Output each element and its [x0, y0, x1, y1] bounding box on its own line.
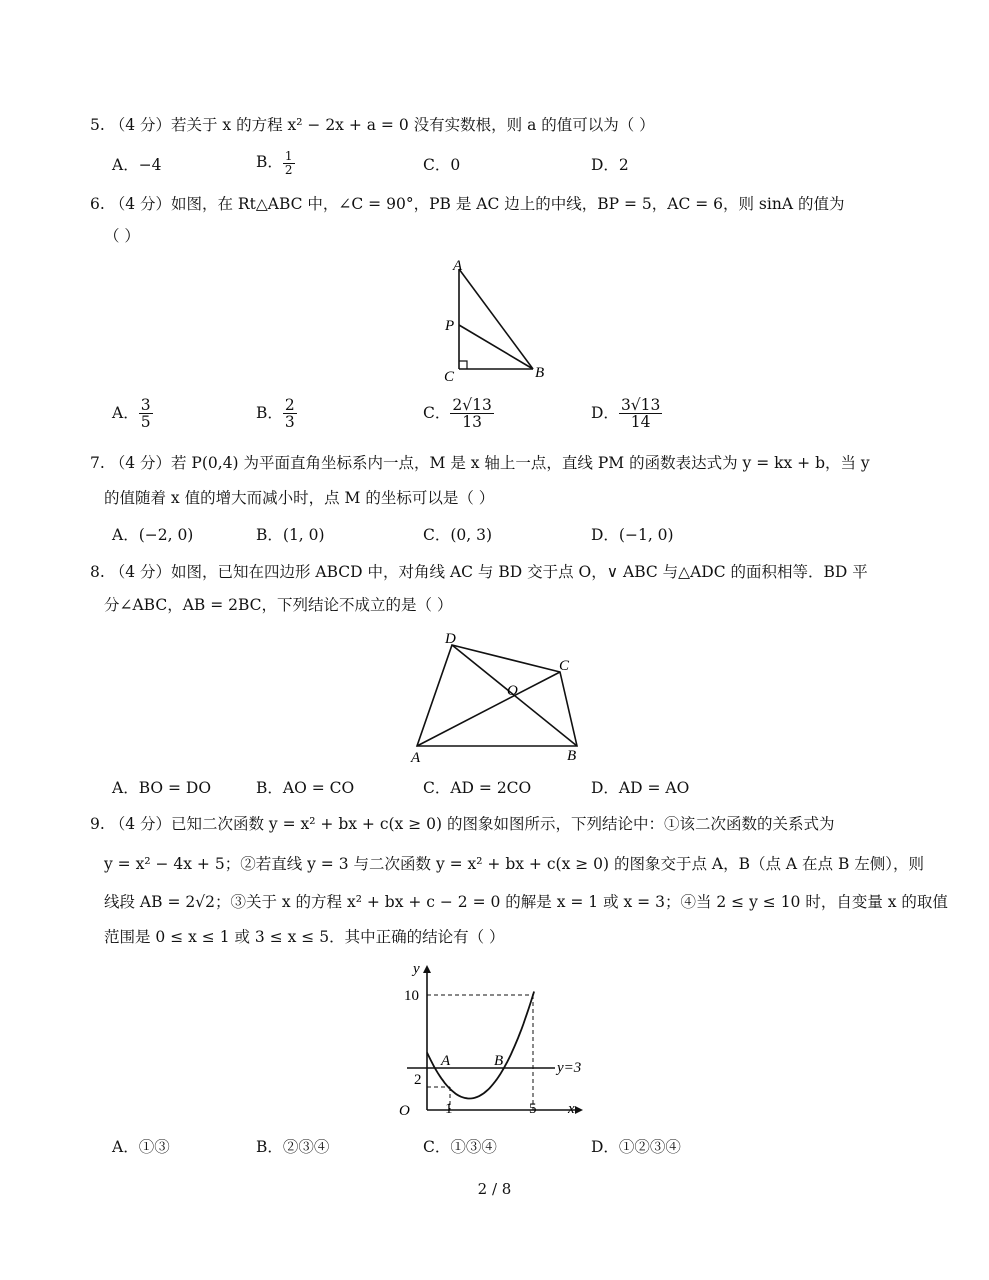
tick-label-2: 2 [414, 1072, 422, 1088]
q7-option-a: A．(−2, 0) [112, 526, 194, 544]
q9-parabola-graph [390, 955, 610, 1125]
q9-stem-line3: 线段 AB = 2√2；③关于 x 的方程 x² + bx + c − 2 = 0 的解是 x = 1 或 x = 3；④当 2 ≤ y ≤ 10 时，自变量 x 的取值 [104, 893, 948, 911]
label-a: A [411, 750, 421, 766]
label-point-a: A [441, 1053, 451, 1069]
q7-option-d: D．(−1, 0) [591, 526, 674, 544]
q9-stem-line1: 9. （4 分）已知二次函数 y = x² + bx + c(x ≥ 0) 的图象如图所示，下列结论中：①该二次函数的关系式为 [90, 815, 835, 833]
q5-option-b-fraction [283, 150, 295, 176]
label-c: C [559, 658, 570, 674]
q5-option-c: C．0 [423, 156, 461, 174]
fraction-numerator: 3 [140, 396, 151, 414]
side-ab [459, 269, 533, 369]
q8-option-a: A．BO = DO [112, 779, 212, 797]
q5-option-a: A．−4 [112, 156, 162, 174]
q6-option-a-fraction [139, 397, 153, 431]
label-c: C [444, 369, 455, 385]
q9-option-b: B．②③④ [256, 1138, 330, 1156]
parabola-curve [427, 992, 534, 1099]
q5-option-d: D．2 [591, 156, 629, 174]
q7-stem-line2: 的值随着 x 值的增大而减小时，点 M 的坐标可以是（ ） [104, 489, 495, 507]
right-angle-mark [459, 361, 467, 369]
q8-stem-line1: 8. （4 分）如图，已知在四边形 ABCD 中，对角线 AC 与 BD 交于点 O，∨ ABC 与△ADC 的面积相等．BD 平 [90, 563, 868, 581]
q9-option-a: A．①③ [112, 1138, 170, 1156]
q8-option-c: C．AD = 2CO [423, 779, 532, 797]
fraction-numerator: 1 [284, 149, 293, 163]
label-b: B [535, 365, 545, 381]
q6-triangle-figure [430, 255, 560, 385]
fraction-denominator: 5 [140, 413, 151, 432]
q6-option-d [591, 397, 662, 431]
label-point-b: B [494, 1053, 504, 1069]
q9-option-c: C．①③④ [423, 1138, 497, 1156]
label-origin: O [399, 1103, 410, 1119]
q6-option-a [112, 397, 153, 431]
q5-option-b [256, 150, 295, 176]
q9-option-d: D．①②③④ [591, 1138, 681, 1156]
fraction-numerator: 3√13 [620, 396, 661, 414]
q6-option-a-prefix: A． [112, 403, 139, 422]
tick-label-1: 1 [445, 1101, 453, 1117]
fraction-denominator: 2 [284, 162, 293, 177]
label-o: O [507, 683, 518, 699]
q6-option-d-prefix: D． [591, 403, 619, 422]
x-axis-arrow [575, 1106, 583, 1114]
tick-label-5: 5 [529, 1101, 537, 1117]
q6-option-b [256, 397, 297, 431]
q6-stem-line1: 6. （4 分）如图，在 Rt△ABC 中，∠C = 90°，PB 是 AC 边上的中线，BP = 5，AC = 6，则 sinA 的值为 [90, 195, 845, 213]
q7-option-c: C．(0, 3) [423, 526, 493, 544]
quadrilateral-abcd [417, 645, 577, 746]
label-y: y [413, 961, 420, 977]
label-p: P [445, 318, 455, 334]
q6-option-b-fraction [283, 397, 297, 431]
q7-stem-line1: 7. （4 分）若 P(0,4) 为平面直角坐标系内一点，M 是 x 轴上一点，直线 PM 的函数表达式为 y = kx + b，当 y [90, 454, 870, 472]
q5-option-b-prefix: B． [256, 153, 283, 172]
tick-label-10: 10 [404, 988, 419, 1004]
q9-stem-line2: y = x² − 4x + 5；②若直线 y = 3 与二次函数 y = x² + bx + c(x ≥ 0) 的图象交于点 A，B（点 A 在点 B 左侧），则 [104, 855, 925, 873]
median-pb [459, 325, 533, 369]
q8-option-b: B．AO = CO [256, 779, 355, 797]
q8-quadrilateral-figure [400, 625, 600, 770]
q8-stem-line2: 分∠ABC，AB = 2BC，下列结论不成立的是（ ） [104, 596, 453, 614]
page-number: 2 / 8 [477, 1180, 512, 1198]
fraction-denominator: 14 [630, 413, 651, 432]
label-b: B [567, 748, 577, 764]
q5-stem: 5. （4 分）若关于 x 的方程 x² − 2x + a = 0 没有实数根，则 a 的值可以为（ ） [90, 116, 655, 134]
y-axis-arrow [423, 965, 431, 973]
q6-option-b-prefix: B． [256, 403, 283, 422]
label-x: x [568, 1101, 575, 1117]
q9-stem-line4: 范围是 0 ≤ x ≤ 1 或 3 ≤ x ≤ 5．其中正确的结论有（ ） [104, 928, 505, 946]
label-d: D [445, 631, 456, 647]
q6-option-c-fraction [450, 397, 493, 431]
fraction-denominator: 13 [462, 413, 482, 432]
fraction-numerator: 2 [284, 396, 295, 414]
label-a: A [453, 258, 463, 274]
q6-option-c [423, 397, 494, 431]
q6-option-d-fraction [619, 397, 662, 431]
fraction-denominator: 3 [284, 413, 295, 432]
q8-option-d: D．AD = AO [591, 779, 690, 797]
q6-option-c-prefix: C． [423, 403, 451, 422]
q7-option-b: B．(1, 0) [256, 526, 325, 544]
fraction-numerator: 2√13 [452, 396, 492, 414]
label-line-y3: y=3 [557, 1060, 582, 1076]
q6-stem-line2: （ ） [104, 227, 140, 245]
